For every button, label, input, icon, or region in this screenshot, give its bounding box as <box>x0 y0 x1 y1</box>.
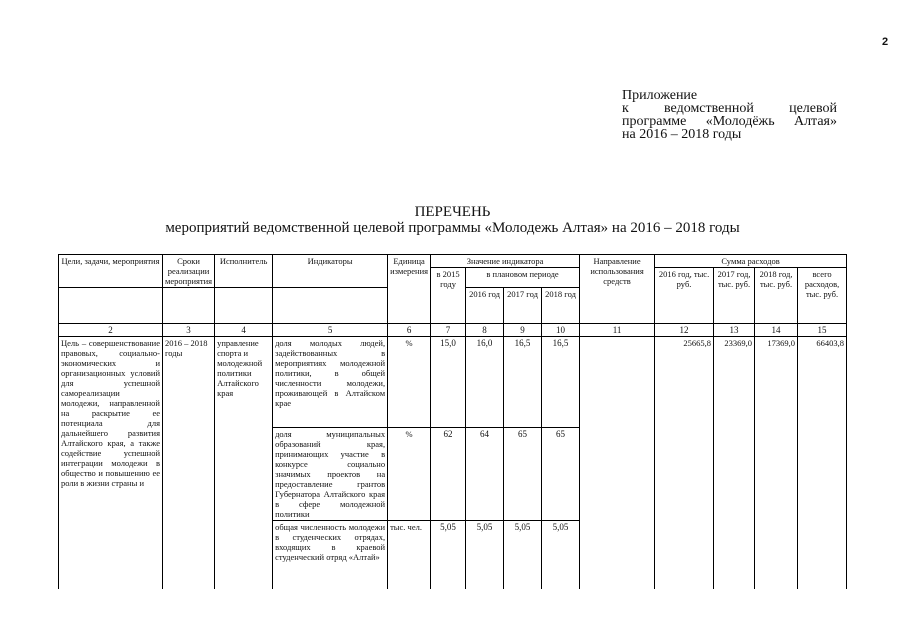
direction-cell <box>580 337 655 590</box>
executor-cell: управление спорта и молодежной политики Алтайского края <box>215 337 273 590</box>
header-expenses: Сумма расходов <box>655 255 847 268</box>
column-number: 9 <box>504 324 542 337</box>
header-2017: 2017 год <box>504 288 542 324</box>
appendix-note <box>622 89 837 141</box>
unit-cell: % <box>388 337 431 428</box>
page-number: 2 <box>882 36 889 48</box>
value-2015: 62 <box>431 428 466 521</box>
document-title: ПЕРЕЧЕНЬ <box>414 204 491 220</box>
value-2018: 16,5 <box>542 337 580 428</box>
expense-total: 66403,8 <box>798 337 847 590</box>
value-2017: 5,05 <box>504 521 542 590</box>
header-exp-2017: 2017 год, тыс. руб. <box>714 268 755 324</box>
value-2016: 16,0 <box>466 337 504 428</box>
header-planned-period: в плановом периоде <box>466 268 580 288</box>
header-direction: Направление использования средств <box>580 255 655 324</box>
unit-cell: % <box>388 428 431 521</box>
header-2016: 2016 год <box>466 288 504 324</box>
column-number: 14 <box>755 324 798 337</box>
indicator-cell: доля муниципальных образований края, принимающих участие в конкурсе социально значимых проектов на предоставление грантов Губернатора Алтайского края в сфере молодежной политики <box>273 428 388 521</box>
column-number: 11 <box>580 324 655 337</box>
indicator-cell: доля молодых людей, задействованных в мероприятиях молодежной политики, в общей численности молодежи, проживающей в Алтайском крае <box>273 337 388 428</box>
header-terms: Сроки реализации мероприятия <box>163 255 215 288</box>
column-number: 15 <box>798 324 847 337</box>
column-number: 3 <box>163 324 215 337</box>
goal-cell: Цель – совершенствование правовых, социально-экономических и организационных условий для успешной самореализации молодежи, направленной на раскрытие ее потенциала для дальнейшего развития Алтайского края, а также содействие успешной интеграции молодежи в общество и повышению ее роли в жизни страны и <box>59 337 163 590</box>
value-2018: 5,05 <box>542 521 580 590</box>
column-number: 4 <box>215 324 273 337</box>
header-terms-cont <box>163 288 215 324</box>
appendix-line-2: к ведомственной целевой <box>622 101 837 116</box>
terms-cell: 2016 – 2018 годы <box>163 337 215 590</box>
header-exp-2016: 2016 год, тыс. руб. <box>655 268 714 324</box>
appendix-line-3: программе «Молодёжь Алтая» <box>622 114 837 129</box>
value-2017: 65 <box>504 428 542 521</box>
header-exp-total: всего расходов, тыс. руб. <box>798 268 847 324</box>
column-number: 6 <box>388 324 431 337</box>
column-numbers-row <box>59 324 847 337</box>
value-2016: 5,05 <box>466 521 504 590</box>
header-goals-cont <box>59 288 163 324</box>
indicator-cell: общая численность молодежи в студенческих отрядах, входящих в краевой студенческий отряд «Алтай» <box>273 521 388 590</box>
header-exp-2018: 2018 год, тыс. руб. <box>755 268 798 324</box>
header-indicators-cont <box>273 288 388 324</box>
expense-2016: 25665,8 <box>655 337 714 590</box>
table-row <box>59 337 847 428</box>
value-2017: 16,5 <box>504 337 542 428</box>
header-executor: Исполнитель <box>215 255 273 288</box>
column-number: 12 <box>655 324 714 337</box>
column-number: 2 <box>59 324 163 337</box>
column-number: 7 <box>431 324 466 337</box>
column-number: 10 <box>542 324 580 337</box>
value-2015: 15,0 <box>431 337 466 428</box>
unit-cell: тыс. чел. <box>388 521 431 590</box>
appendix-line-1: Приложение <box>622 88 698 103</box>
header-goals: Цели, задачи, мероприятия <box>59 255 163 288</box>
document-subtitle: мероприятий ведомственной целевой программы «Молодежь Алтая» на 2016 – 2018 годы <box>165 220 740 236</box>
column-number: 13 <box>714 324 755 337</box>
expense-2018: 17369,0 <box>755 337 798 590</box>
value-2015: 5,05 <box>431 521 466 590</box>
header-2018: 2018 год <box>542 288 580 324</box>
value-2018: 65 <box>542 428 580 521</box>
appendix-line-4: на 2016 – 2018 годы <box>622 127 742 142</box>
header-2015: в 2015 году <box>431 268 466 324</box>
header-indicator-value: Значение индикатора <box>431 255 580 268</box>
value-2016: 64 <box>466 428 504 521</box>
column-number: 8 <box>466 324 504 337</box>
expense-2017: 23369,0 <box>714 337 755 590</box>
column-number: 5 <box>273 324 388 337</box>
header-unit: Единица измерения <box>388 255 431 324</box>
measures-table <box>58 254 847 589</box>
header-executor-cont <box>215 288 273 324</box>
header-indicators: Индикаторы <box>273 255 388 288</box>
